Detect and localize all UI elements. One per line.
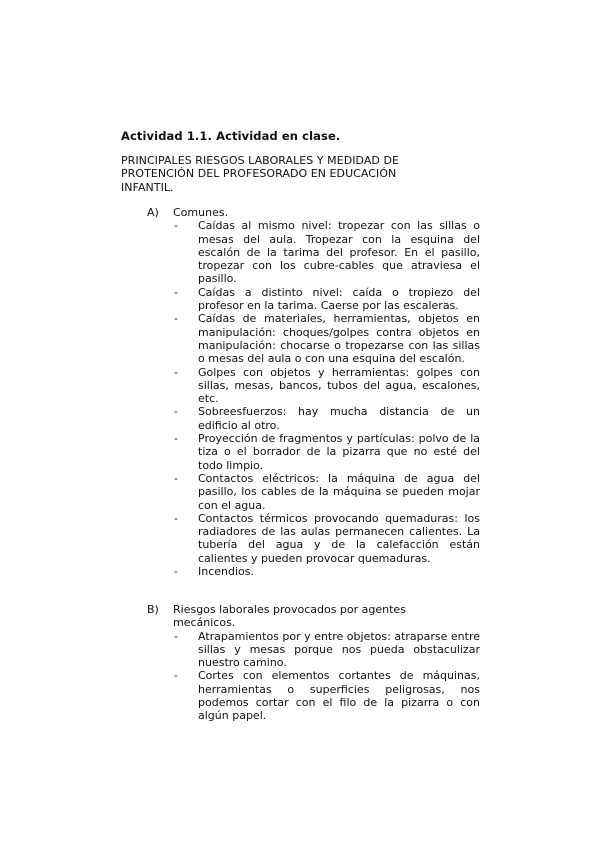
bullet: - [174, 219, 178, 233]
list-item [147, 312, 487, 365]
list-item [147, 512, 487, 565]
list-item [147, 669, 487, 722]
section-a [147, 206, 487, 578]
bullet: - [174, 285, 178, 299]
bullet: - [174, 629, 178, 643]
activity-title: Actividad 1.1. Actividad en clase. [121, 129, 341, 143]
section-a-title: Comunes. [173, 206, 229, 219]
list-item-text: Contactos térmicos provocando quemaduras: los radiadores de las aulas permanecen calientes. La tubería del agua y de la calefacción están calientes y pueden provocar quemaduras. [198, 511, 480, 565]
section-b-title: Riesgos laborales provocados por agentes mecánicos. [173, 603, 406, 630]
document-heading: PRINCIPALES RIESGOS LABORALES Y MEDIDAD DE PROTENCIÓN DEL PROFESORADO EN EDUCACIÓN INFANTIL. [121, 154, 400, 194]
bullet: - [174, 511, 178, 525]
list-item-text: Atrapamientos por y entre objetos: atraparse entre sillas y mesas porque nos pueda obstaculizar nuestro camino. [198, 629, 480, 670]
section-b-letter: B) [147, 603, 159, 616]
list-item [147, 565, 487, 578]
section-a-header [147, 206, 487, 219]
list-item [147, 432, 487, 472]
list-item [147, 219, 487, 285]
bullet: - [174, 312, 178, 326]
list-item-text: Caídas de materiales, herramientas, objetos en manipulación: choques/golpes contra objetos en manipulación: chocarse o tropezarse con las sillas o mesas del aula o con una esquina del escalón. [198, 312, 480, 366]
list-item-text: Caídas al mismo nivel: tropezar con las sillas o mesas del aula. Tropezar con la esquina del escalón de la tarima del profesor. En el pasillo, tropezar con los cubre-cables que atraviesa el pasillo. [198, 219, 480, 286]
bullet: - [174, 432, 178, 446]
bullet: - [174, 405, 178, 419]
section-a-list [147, 219, 487, 578]
list-item-text: Golpes con objetos y herramientas: golpes con sillas, mesas, bancos, tubos del agua, escalones, etc. [198, 365, 480, 406]
list-item [147, 630, 487, 670]
bullet: - [174, 565, 178, 579]
list-item-text: Caídas a distinto nivel: caída o tropiezo del profesor en la tarima. Caerse por las escaleras. [198, 285, 480, 313]
section-b-header [147, 603, 487, 630]
list-item-text: Sobreesfuerzos: hay mucha distancia de un edificio al otro. [198, 405, 480, 432]
list-item [147, 286, 487, 313]
section-a-letter: A) [147, 206, 159, 219]
list-item-text: Contactos eléctricos: la máquina de agua del pasillo, los cables de la máquina se pueden mojar con el agua. [198, 471, 480, 512]
bullet: - [174, 365, 178, 379]
bullet: - [174, 471, 178, 485]
list-item-text: Incendios. [198, 565, 254, 579]
list-item-text: Cortes con elementos cortantes de máquinas, herramientas o superficies peligrosas, nos podemos cortar con el filo de la pizarra o con algún papel. [198, 669, 480, 723]
list-item [147, 405, 487, 432]
list-item [147, 366, 487, 406]
section-b-list [147, 630, 487, 723]
list-item [147, 472, 487, 512]
list-item-text: Proyección de fragmentos y partículas: polvo de la tiza o el borrador de la pizarra que no esté del todo limpio. [198, 432, 480, 472]
section-b [147, 603, 487, 723]
bullet: - [174, 669, 178, 683]
